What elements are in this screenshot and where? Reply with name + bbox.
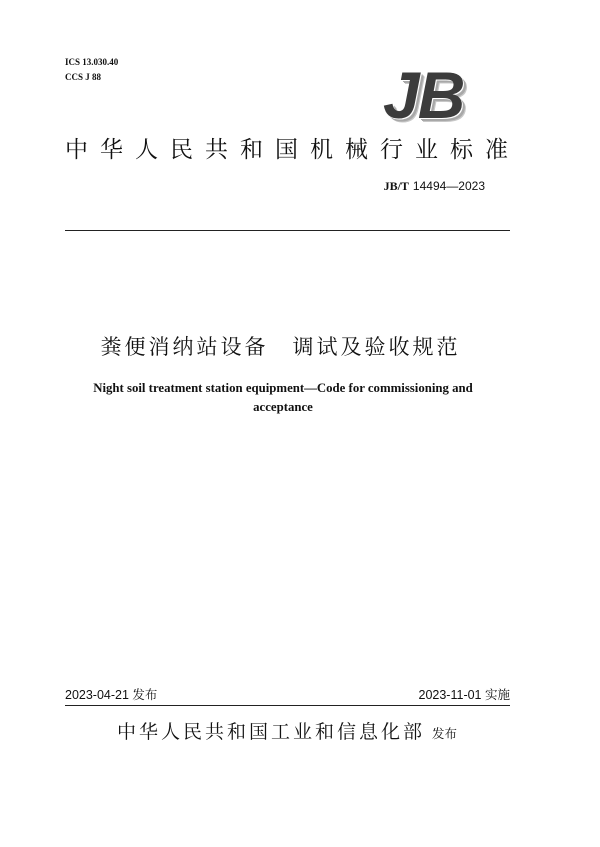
standard-number-prefix: JB/T — [383, 179, 409, 193]
footer-divider — [65, 705, 510, 706]
document-title-en-line-2: acceptance — [253, 400, 313, 414]
standard-number-value: 14494—2023 — [412, 179, 485, 193]
document-title-zh: 粪便消纳站设备 调试及验收规范 — [100, 335, 461, 359]
issue-date: 2023-04-21 发布 — [65, 688, 158, 702]
document-title-en — [0, 379, 566, 417]
ccs-code: CCS J 88 — [65, 72, 102, 82]
issuer — [117, 722, 457, 742]
standard-category-title: 中华人民共和国机械行业标准 — [65, 137, 520, 163]
implementation-date: 2023-11-01 实施 — [418, 688, 510, 702]
standard-number — [384, 179, 485, 193]
issue-action: 发布 — [432, 726, 458, 741]
issuer-name: 中华人民共和国工业和信息化部 — [117, 721, 426, 743]
document-title-en-line-1: Night soil treatment station equipment—Code for commissioning and — [93, 381, 473, 395]
ics-code: ICS 13.030.40 — [65, 57, 119, 67]
header-divider — [65, 230, 510, 231]
jb-logo: JB — [383, 58, 464, 132]
